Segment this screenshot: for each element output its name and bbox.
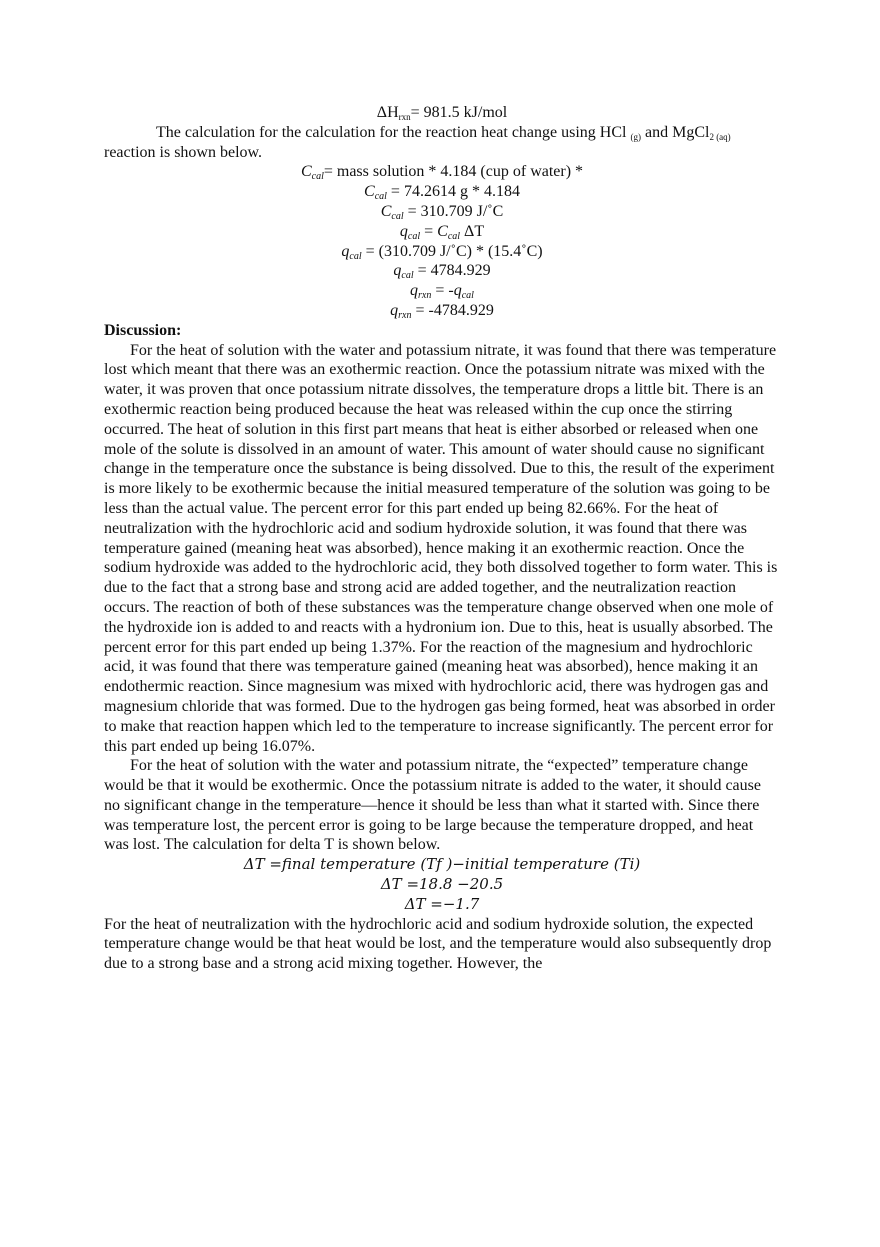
rxn-subscript: rxn [398, 112, 411, 122]
delta-h-symbol: ΔH [376, 104, 399, 121]
discussion-paragraph-2: For the heat of solution with the water and potassium nitrate, the “expected” temperature change would be that it would be exothermic. Once the potassium nitrate is added to the water, it should cause no significant change in the temperature—hence it should be less than what it started with. Since there was temperature lost, the percent error is going to be large because the temperature dropped, and heat was lost. The calculation for delta T is shown below. [104, 757, 761, 854]
equation-8: $q_{rxn} = -4784.929$ [390, 301, 494, 321]
equation-5: $q_{cal} = (310.709$ J/˚C) * (15.4˚C) [341, 242, 543, 262]
equation-2: $C_{cal} = 74.2614$ g * 4.184 [364, 183, 520, 203]
document-page [104, 103, 780, 974]
equation-7: $q_{rxn} = -q_{cal}$ [410, 282, 474, 302]
calculation-equations [104, 162, 780, 320]
delta-t-formula: ΔT =final temperature (Tf )−initial temperature (Ti) [243, 855, 641, 874]
equation-1: $C_{cal}=$ mass solution * 4.184 (cup of water) * [300, 163, 584, 183]
intro-paragraph: The calculation for the calculation for the reaction heat change using HCl $_{(g)}$ and MgCl$_{2 (aq)}$ reaction is shown below. [104, 123, 731, 161]
equation-3: $C_{cal} = 310.709$ J/˚C [380, 202, 504, 222]
discussion-paragraph-3: For the heat of neutralization with the hydrochloric acid and sodium hydroxide solution, the expected temperature change would be that heat would be lost, and the temperature would also subsequently drop due to a strong base and a strong acid mixing together. However, the [104, 915, 772, 973]
delta-t-result: ΔT =−1.7 [404, 894, 480, 913]
equation-4: $q_{cal} = C_{cal}$ ΔT [399, 222, 485, 242]
discussion-paragraph-1: For the heat of solution with the water and potassium nitrate, it was found that there was temperature lost which meant that there was an exothermic reaction. Once the potassium nitrate was mixed with the water, it was proven that once potassium nitrate dissolves, the temperature drops a little bit. There is an exothermic reaction being produced because the heat was released within the cup once the stirring occurred. The heat of solution in this first part means that heat is either absorbed or released when one mole of the solute is dissolved in an amount of water. This amount of water should cause no significant change in the temperature once the substance is being dissolved. Due to this, the result of the experiment is more likely to be exothermic because the initial measured temperature of the solution was going to be less than the actual value. The percent error for this part ended up being 82.66%. For the heat of neutralization with the hydrochloric acid and sodium hydroxide solution, it was found that there was temperature gained (meaning heat was absorbed), hence making it an exothermic reaction. Once the sodium hydroxide was added to the hydrochloric acid, they both dissolved together to form water. This is due to the fact that a strong base and strong acid are added together, and the neutralization reaction occurs. The reaction of both of these substances was the temperature change observed when one mole of the hydroxide ion is added to and reacts with a hydronium ion. Due to this, heat is usually absorbed. The percent error for this part ended up being 1.37%. For the reaction of the magnesium and hydrochloric acid, it was found that there was temperature gained (meaning heat was absorbed), hence making it an endothermic reaction. Since magnesium was mixed with hydrochloric acid, there was hydrogen gas and magnesium chloride that was formed. Due to the hydrogen gas being formed, heat was absorbed in order to make that reaction happen which led to the temperature to increase significantly. The percent error for this part ended up being 16.07%. [104, 341, 778, 755]
discussion-heading: Discussion: [104, 321, 182, 339]
delta-h-reaction-line [104, 103, 780, 123]
delta-t-substitution: ΔT =18.8 −20.5 [380, 875, 504, 894]
equation-6: $q_{cal} = 4784.929$ [393, 262, 491, 282]
delta-h-value: = 981.5 kJ/mol [410, 104, 508, 121]
